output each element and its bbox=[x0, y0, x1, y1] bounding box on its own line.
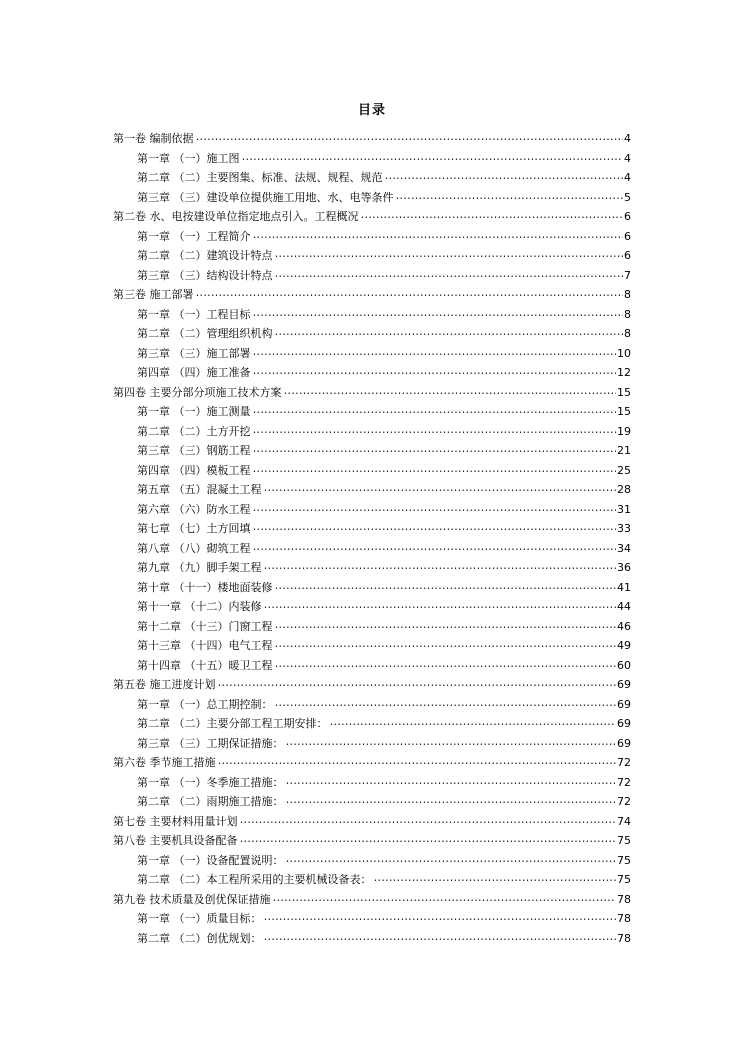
toc-page-number: 75 bbox=[617, 853, 631, 867]
toc-leader-dots bbox=[274, 324, 624, 344]
toc-page-number: 21 bbox=[617, 444, 631, 457]
toc-page-number: 5 bbox=[624, 190, 631, 204]
toc-entry-label: 第一章 （一）冬季施工措施： bbox=[137, 775, 284, 789]
toc-page-number: 44 bbox=[617, 600, 631, 613]
toc-leader-dots bbox=[285, 773, 617, 793]
toc-chapter-entry[interactable] bbox=[113, 188, 631, 208]
toc-chapter-entry[interactable] bbox=[113, 656, 631, 676]
toc-chapter-entry[interactable] bbox=[113, 929, 631, 949]
toc-chapter-entry[interactable] bbox=[113, 246, 631, 266]
toc-page-number: 78 bbox=[617, 912, 631, 925]
toc-volume-entry[interactable] bbox=[113, 890, 631, 910]
toc-page-number: 78 bbox=[617, 892, 631, 906]
toc-leader-dots bbox=[263, 480, 617, 500]
toc-page-number: 6 bbox=[624, 210, 631, 223]
toc-leader-dots bbox=[263, 929, 617, 949]
toc-leader-dots bbox=[263, 597, 617, 617]
toc-entry-label: 第一章 （一）工程目标 bbox=[137, 307, 251, 321]
toc-leader-dots bbox=[384, 168, 624, 188]
toc-volume-entry[interactable] bbox=[113, 753, 631, 773]
toc-chapter-entry[interactable] bbox=[113, 695, 631, 715]
toc-entry-label: 第八章 （八）砌筑工程 bbox=[137, 541, 251, 555]
toc-chapter-entry[interactable] bbox=[113, 324, 631, 344]
toc-chapter-entry[interactable] bbox=[113, 578, 631, 598]
toc-page-number: 4 bbox=[624, 171, 631, 184]
toc-leader-dots bbox=[239, 831, 617, 851]
toc-entry-label: 第二章 （二）管理组织机构 bbox=[137, 327, 273, 340]
toc-chapter-entry[interactable] bbox=[113, 636, 631, 656]
toc-page-number: 19 bbox=[617, 424, 631, 438]
toc-page-number: 4 bbox=[624, 132, 631, 145]
toc-volume-entry[interactable] bbox=[113, 675, 631, 695]
toc-page-number: 69 bbox=[617, 717, 631, 730]
toc-chapter-entry[interactable] bbox=[113, 149, 631, 169]
toc-entry-label: 第二章 （二）创优规划： bbox=[137, 931, 262, 945]
toc-entry-label: 第十二章 （十三）门窗工程 bbox=[137, 619, 273, 633]
toc-page-number: 74 bbox=[617, 814, 631, 828]
toc-entry-label: 第十四章 （十五）暖卫工程 bbox=[137, 658, 273, 672]
toc-entry-label: 第一章 （一）施工测量 bbox=[137, 405, 251, 418]
toc-entry-label: 第六卷 季节施工措施 bbox=[113, 756, 216, 769]
toc-page-number: 8 bbox=[624, 307, 631, 321]
toc-leader-dots bbox=[252, 519, 617, 539]
toc-leader-dots bbox=[285, 851, 617, 871]
toc-chapter-entry[interactable] bbox=[113, 305, 631, 325]
toc-entry-label: 第三章 （三）工期保证措施： bbox=[137, 736, 284, 750]
toc-entry-label: 第三章 （三）结构设计特点 bbox=[137, 268, 273, 282]
toc-chapter-entry[interactable] bbox=[113, 773, 631, 793]
toc-page-number: 28 bbox=[617, 483, 631, 496]
toc-entry-label: 第二章 （二）雨期施工措施： bbox=[137, 795, 284, 808]
toc-leader-dots bbox=[252, 305, 624, 325]
toc-chapter-entry[interactable] bbox=[113, 558, 631, 578]
toc-chapter-entry[interactable] bbox=[113, 734, 631, 754]
toc-leader-dots bbox=[252, 461, 617, 481]
toc-list bbox=[113, 129, 631, 948]
toc-leader-dots bbox=[285, 734, 617, 754]
toc-entry-label: 第八卷 主要机具设备配备 bbox=[113, 834, 238, 847]
toc-entry-label: 第一章 （一）总工期控制： bbox=[137, 697, 273, 711]
toc-leader-dots bbox=[274, 578, 617, 598]
toc-chapter-entry[interactable] bbox=[113, 851, 631, 871]
toc-chapter-entry[interactable] bbox=[113, 461, 631, 481]
toc-page-number: 6 bbox=[624, 229, 631, 243]
toc-entry-label: 第一章 （一）设备配置说明： bbox=[137, 853, 284, 867]
toc-entry-label: 第三章 （三）钢筋工程 bbox=[137, 444, 251, 457]
toc-leader-dots bbox=[329, 714, 617, 734]
toc-leader-dots bbox=[195, 285, 624, 305]
toc-page-number: 6 bbox=[624, 249, 631, 262]
toc-page-number: 33 bbox=[617, 522, 631, 535]
toc-leader-dots bbox=[252, 500, 617, 520]
toc-chapter-entry[interactable] bbox=[113, 266, 631, 286]
toc-page-number: 10 bbox=[617, 346, 631, 360]
toc-entry-label: 第五卷 施工进度计划 bbox=[113, 678, 216, 691]
toc-page-number: 60 bbox=[617, 658, 631, 672]
toc-volume-entry[interactable] bbox=[113, 383, 631, 403]
toc-entry-label: 第十三章 （十四）电气工程 bbox=[137, 639, 273, 652]
toc-entry-label: 第一章 （一）工程简介 bbox=[137, 229, 251, 243]
toc-chapter-entry[interactable] bbox=[113, 539, 631, 559]
toc-entry-label: 第六章 （六）防水工程 bbox=[137, 502, 251, 516]
toc-leader-dots bbox=[252, 344, 617, 364]
toc-volume-entry[interactable] bbox=[113, 207, 631, 227]
toc-page-number: 15 bbox=[617, 405, 631, 418]
toc-volume-entry[interactable] bbox=[113, 285, 631, 305]
toc-leader-dots bbox=[395, 188, 624, 208]
toc-leader-dots bbox=[283, 383, 617, 403]
toc-entry-label: 第二章 （二）主要分部工程工期安排： bbox=[137, 717, 328, 730]
toc-chapter-entry[interactable] bbox=[113, 909, 631, 929]
toc-leader-dots bbox=[195, 129, 624, 149]
toc-leader-dots bbox=[274, 266, 624, 286]
toc-chapter-entry[interactable] bbox=[113, 870, 631, 890]
toc-title: 目录 bbox=[357, 103, 386, 118]
toc-entry-label: 第二卷 水、电按建设单位指定地点引入。工程概况 bbox=[113, 210, 359, 223]
toc-entry-label: 第一章 （一）质量目标： bbox=[137, 912, 262, 925]
toc-entry-label: 第二章 （二）主要图集、标准、法规、规程、规范 bbox=[137, 171, 383, 184]
toc-page-number: 8 bbox=[624, 288, 631, 301]
toc-page-number: 49 bbox=[617, 639, 631, 652]
toc-entry-label: 第十一章 （十二）内装修 bbox=[137, 600, 262, 613]
toc-entry-label: 第七卷 主要材料用量计划 bbox=[113, 814, 238, 828]
toc-chapter-entry[interactable] bbox=[113, 597, 631, 617]
toc-page-number: 8 bbox=[624, 327, 631, 340]
toc-chapter-entry[interactable] bbox=[113, 227, 631, 247]
toc-page-number: 36 bbox=[617, 561, 631, 574]
toc-leader-dots bbox=[252, 441, 617, 461]
toc-page-number: 41 bbox=[617, 580, 631, 594]
toc-entry-label: 第二章 （二）土方开挖 bbox=[137, 424, 251, 438]
toc-entry-label: 第四卷 主要分部分项施工技术方案 bbox=[113, 385, 282, 399]
toc-leader-dots bbox=[252, 422, 617, 442]
toc-page-number: 31 bbox=[617, 502, 631, 516]
toc-chapter-entry[interactable] bbox=[113, 792, 631, 812]
toc-leader-dots bbox=[272, 890, 617, 910]
toc-page-number: 72 bbox=[617, 756, 631, 769]
toc-chapter-entry[interactable] bbox=[113, 422, 631, 442]
toc-page-number: 69 bbox=[617, 697, 631, 711]
toc-leader-dots bbox=[373, 870, 617, 890]
toc-page-number: 34 bbox=[617, 541, 631, 555]
toc-entry-label: 第三章 （三）建设单位提供施工用地、水、电等条件 bbox=[137, 190, 394, 204]
toc-page-number: 72 bbox=[617, 795, 631, 808]
toc-entry-label: 第七章 （七）土方回填 bbox=[137, 522, 251, 535]
toc-page-number: 12 bbox=[617, 366, 631, 379]
toc-entry-label: 第三章 （三）施工部署 bbox=[137, 346, 251, 360]
toc-entry-label: 第十章 （十一）楼地面装修 bbox=[137, 580, 273, 594]
toc-leader-dots bbox=[252, 363, 617, 383]
toc-entry-label: 第一章 （一）施工图 bbox=[137, 151, 240, 165]
toc-entry-label: 第三卷 施工部署 bbox=[113, 288, 194, 301]
toc-leader-dots bbox=[274, 246, 624, 266]
toc-page-number: 69 bbox=[617, 678, 631, 691]
toc-entry-label: 第四章 （四）施工准备 bbox=[137, 366, 251, 379]
toc-chapter-entry[interactable] bbox=[113, 363, 631, 383]
toc-entry-label: 第五章 （五）混凝土工程 bbox=[137, 483, 262, 496]
toc-page-number: 4 bbox=[624, 151, 631, 165]
toc-chapter-entry[interactable] bbox=[113, 344, 631, 364]
toc-chapter-entry[interactable] bbox=[113, 402, 631, 422]
toc-page-number: 78 bbox=[617, 931, 631, 945]
toc-leader-dots bbox=[285, 792, 617, 812]
toc-entry-label: 第一卷 编制依据 bbox=[113, 132, 194, 145]
toc-leader-dots bbox=[252, 227, 624, 247]
toc-page-number: 46 bbox=[617, 619, 631, 633]
toc-chapter-entry[interactable] bbox=[113, 519, 631, 539]
toc-leader-dots bbox=[263, 558, 617, 578]
toc-leader-dots bbox=[274, 636, 617, 656]
toc-page-number: 72 bbox=[617, 775, 631, 789]
toc-page-number: 69 bbox=[617, 736, 631, 750]
toc-leader-dots bbox=[217, 675, 617, 695]
toc-volume-entry[interactable] bbox=[113, 831, 631, 851]
toc-chapter-entry[interactable] bbox=[113, 617, 631, 637]
toc-page-number: 15 bbox=[617, 385, 631, 399]
toc-volume-entry[interactable] bbox=[113, 812, 631, 832]
toc-entry-label: 第二章 （二）本工程所采用的主要机械设备表： bbox=[137, 873, 372, 886]
toc-leader-dots bbox=[252, 402, 617, 422]
toc-leader-dots bbox=[252, 539, 617, 559]
toc-leader-dots bbox=[239, 812, 617, 832]
toc-entry-label: 第四章 （四）模板工程 bbox=[137, 463, 251, 477]
toc-leader-dots bbox=[274, 617, 617, 637]
toc-entry-label: 第二章 （二）建筑设计特点 bbox=[137, 249, 273, 262]
toc-chapter-entry[interactable] bbox=[113, 714, 631, 734]
toc-chapter-entry[interactable] bbox=[113, 168, 631, 188]
toc-leader-dots bbox=[274, 695, 617, 715]
toc-chapter-entry[interactable] bbox=[113, 480, 631, 500]
toc-page-number: 25 bbox=[617, 463, 631, 477]
toc-chapter-entry[interactable] bbox=[113, 441, 631, 461]
toc-leader-dots bbox=[274, 656, 617, 676]
toc-entry-label: 第九章 （九）脚手架工程 bbox=[137, 561, 262, 574]
toc-page-number: 7 bbox=[624, 268, 631, 282]
toc-leader-dots bbox=[241, 149, 624, 169]
toc-leader-dots bbox=[263, 909, 617, 929]
toc-leader-dots bbox=[360, 207, 624, 227]
toc-volume-entry[interactable] bbox=[113, 129, 631, 149]
toc-page-number: 75 bbox=[617, 873, 631, 886]
toc-chapter-entry[interactable] bbox=[113, 500, 631, 520]
toc-page-number: 75 bbox=[617, 834, 631, 847]
toc-leader-dots bbox=[217, 753, 617, 773]
toc-entry-label: 第九卷 技术质量及创优保证措施 bbox=[113, 892, 271, 906]
